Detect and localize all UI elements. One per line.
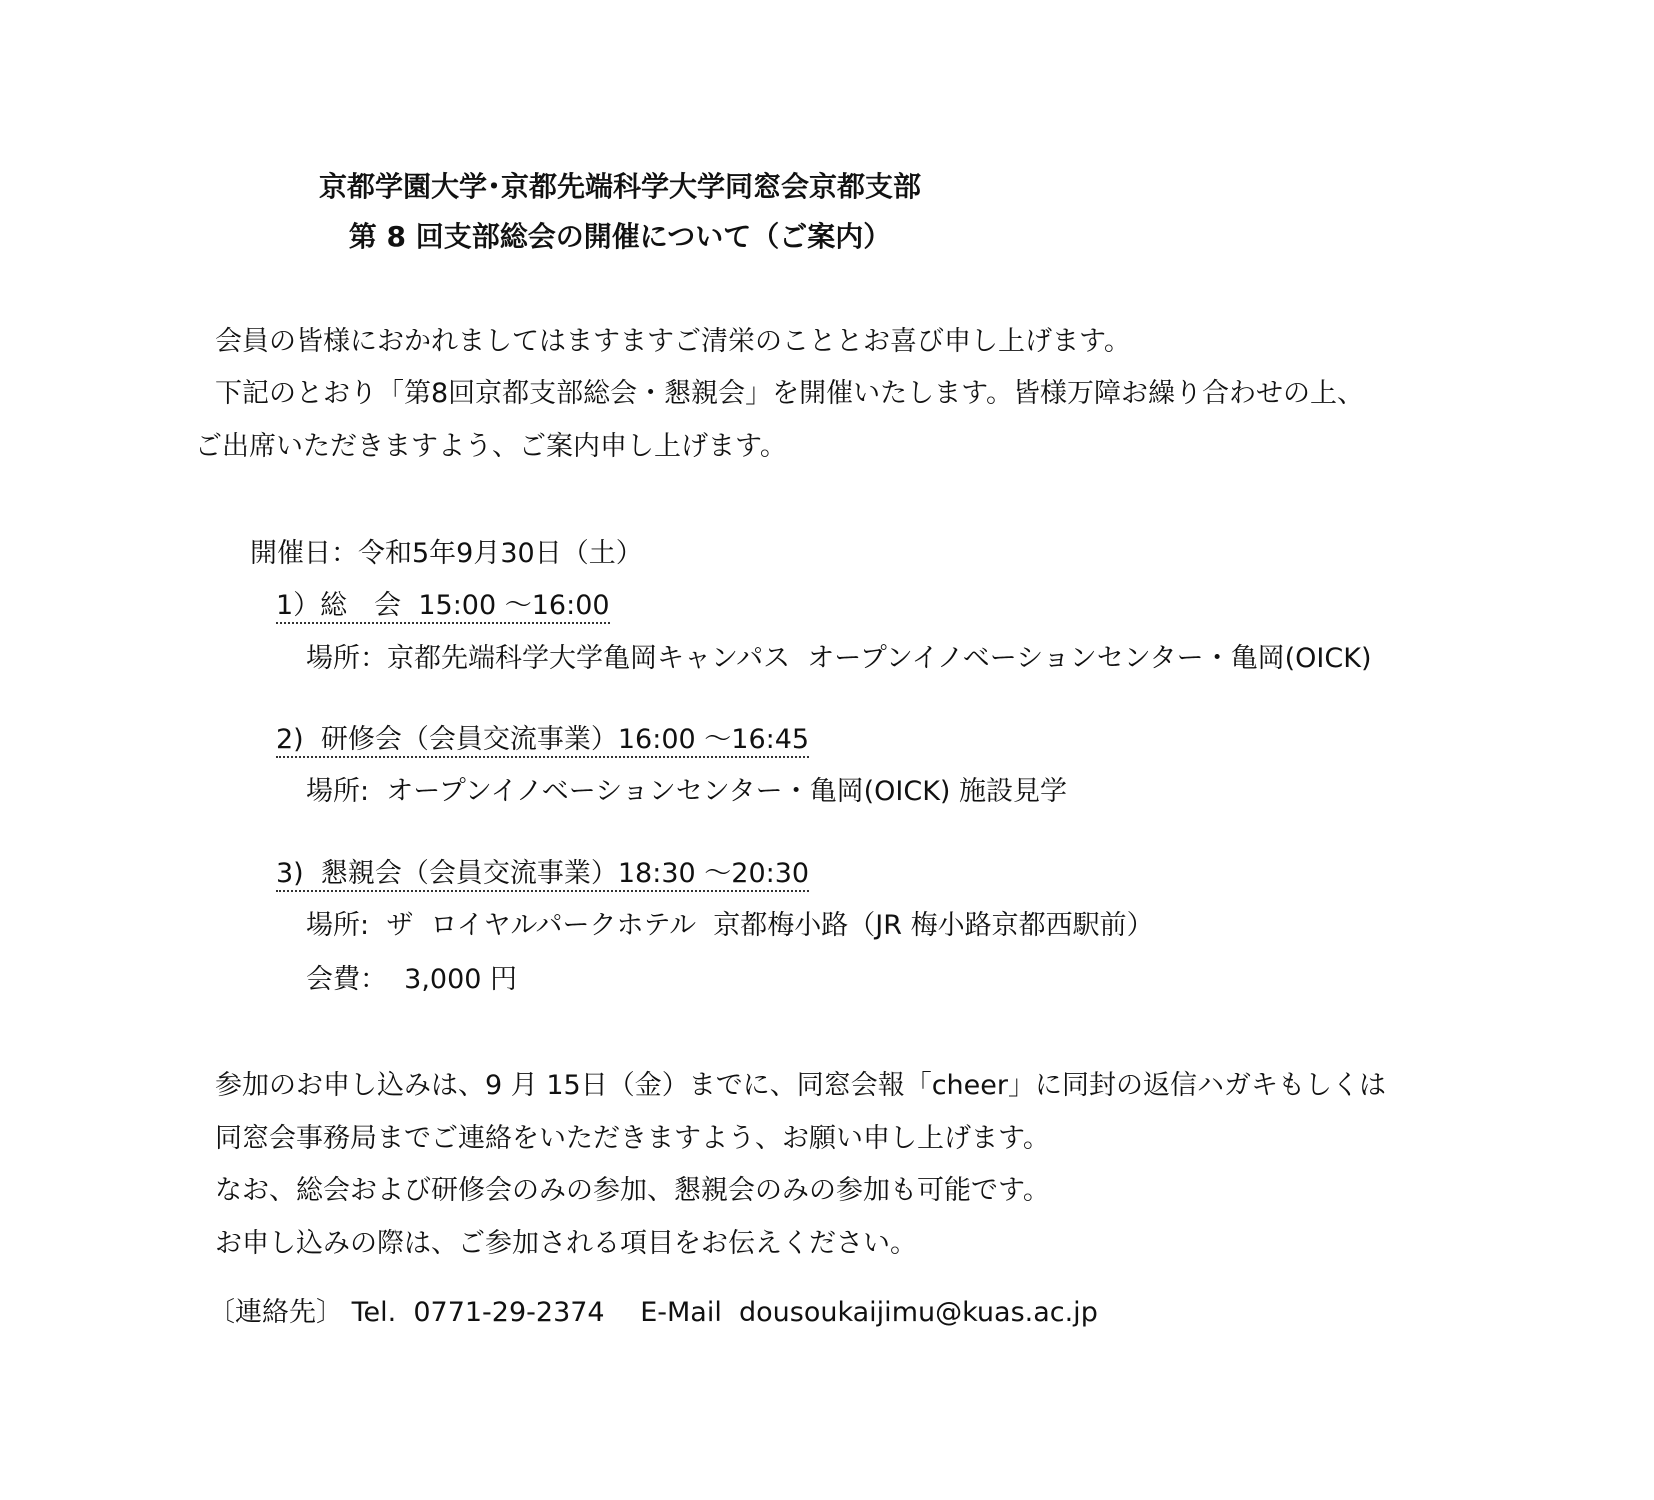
intro-line-2: 下記のとおり「第8回京都支部総会・懇親会」を開催いたします。皆様万障お繰り合わせの上、	[215, 378, 1365, 409]
item-1-heading-text: 1）総 会 15:00 ～16:00	[276, 590, 610, 624]
application-line-2: 同窓会事務局までご連絡をいただきますよう、お願い申し上げます。	[215, 1123, 1050, 1154]
item-2-heading	[276, 722, 809, 758]
item-2-heading-text: 2) 研修会（会員交流事業）16:00 ～16:45	[276, 724, 809, 758]
application-line-1: 参加のお申し込みは、9 月 15日（金）までに、同窓会報「cheer」に同封の返信ハガキもしくは	[215, 1070, 1386, 1101]
intro-line-3: ご出席いただきますよう、ご案内申し上げます。	[195, 431, 787, 462]
item-3-heading-text: 3) 懇親会（会員交流事業）18:30 ～20:30	[276, 858, 809, 892]
contact-line: 〔連絡先〕 Tel. 0771-29-2374 E-Mail dousoukaijimu@kuas.ac.jp	[208, 1297, 1098, 1328]
event-date: 開催日：令和5年9月30日（土）	[250, 538, 643, 569]
item-2-location: 場所: オープンイノベーションセンター・亀岡(OICK) 施設見学	[306, 776, 1068, 807]
item-1-heading	[276, 588, 610, 624]
item-1-location: 場所：京都先端科学大学亀岡キャンパス オープンイノベーションセンター・亀岡(OICK)	[306, 643, 1372, 674]
application-line-3: なお、総会および研修会のみの参加、懇親会のみの参加も可能です。	[215, 1175, 1050, 1206]
item-3-location: 場所: ザ ロイヤルパークホテル 京都梅小路（JR 梅小路京都西駅前）	[306, 910, 1154, 941]
application-line-4: お申し込みの際は、ご参加される項目をお伝えください。	[215, 1228, 917, 1259]
intro-line-1: 会員の皆様におかれましてはますますご清栄のこととお喜び申し上げます。	[215, 326, 1131, 357]
title-line-2: 第 8 回支部総会の開催について（ご案内）	[348, 220, 892, 253]
item-3-heading	[276, 856, 809, 892]
title-line-1: 京都学園大学･京都先端科学大学同窓会京都支部	[318, 170, 921, 203]
item-3-fee: 会費： 3,000 円	[306, 964, 518, 995]
